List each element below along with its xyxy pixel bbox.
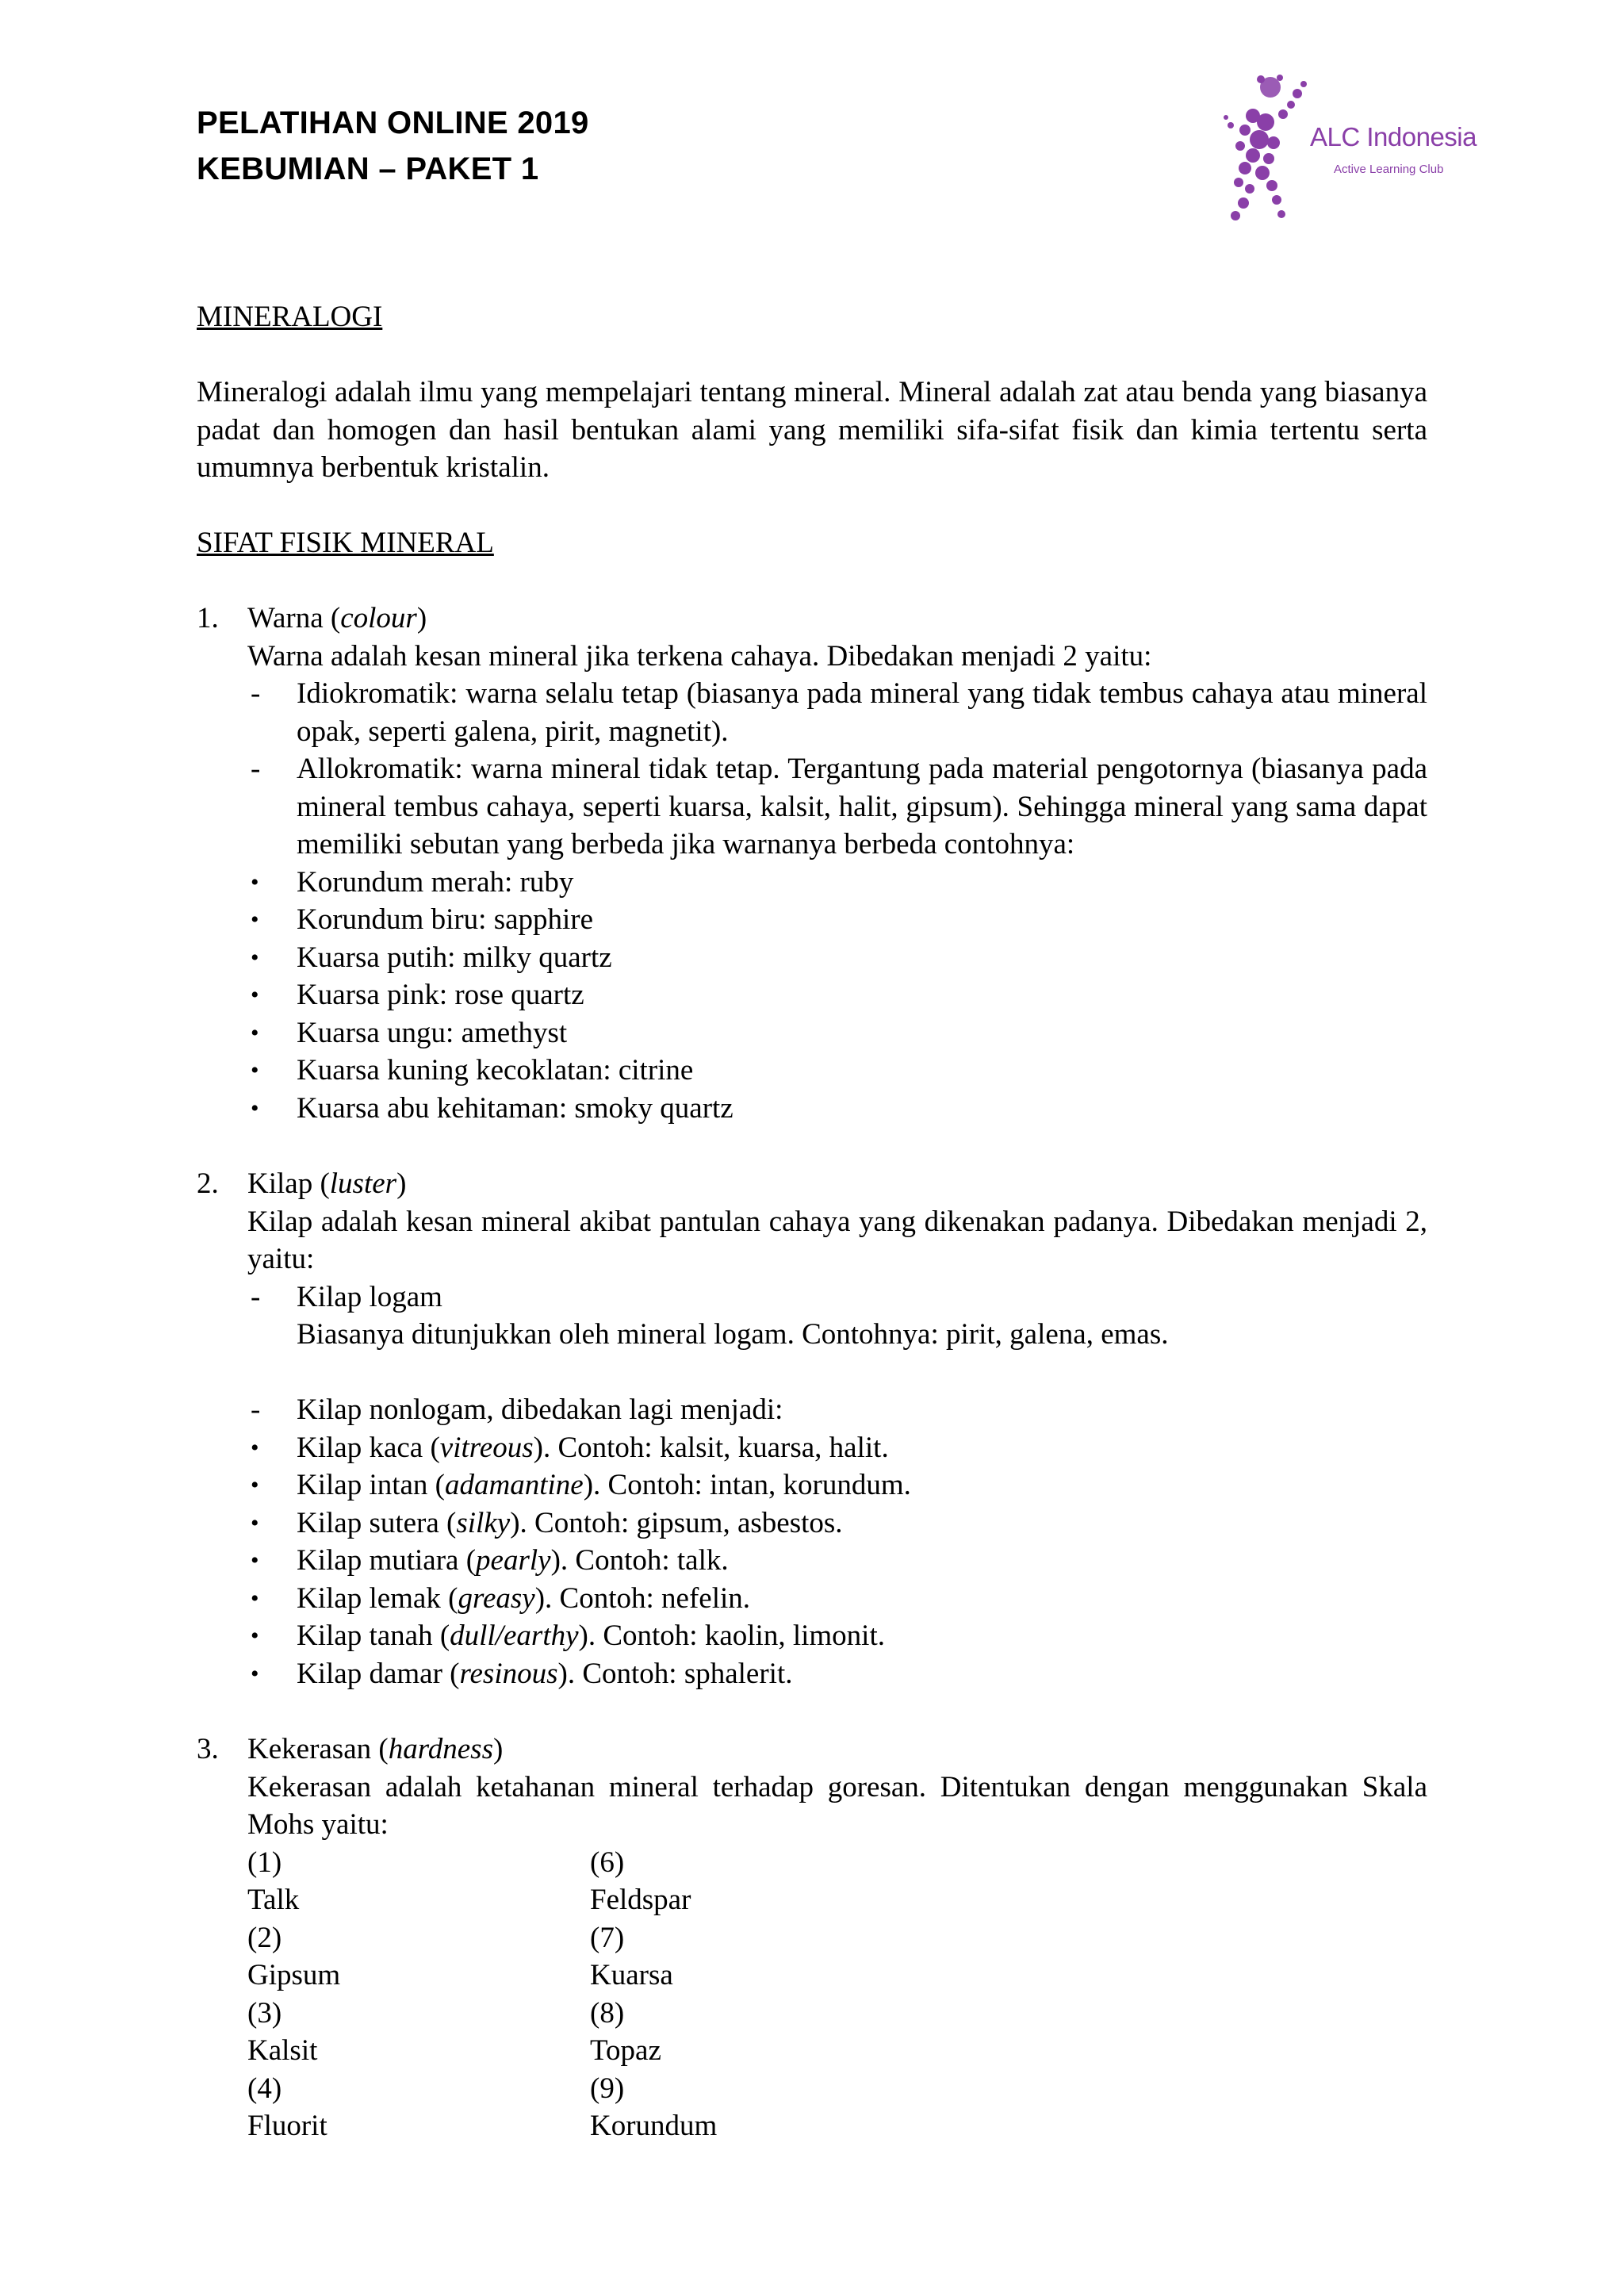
logo-tagline: Active Learning Club: [1334, 163, 1444, 176]
list-item-kekerasan: [197, 1731, 1427, 2145]
sub-item-kilap-nonlogam: - Kilap nonlogam, dibedakan lagi menjadi: • Kilap kaca (vitreous). Contoh: kalsit, kuarsa, halit. • Kilap intan (adamantine). Contoh: intan, korundum. • Kilap sutera (silky). Contoh: gipsum, asbestos. • Kilap mutiara (pearly). Contoh: talk. • Kilap lemak (greasy). Contoh: nefelin. • Kilap tanah (dull/earthy). Contoh: kaolin, limonit. • Kilap damar (resinous). Contoh: sphalerit.: [247, 1391, 1427, 1692]
mohs-scale-table: [247, 1844, 1427, 2145]
list-item: • Kilap kaca (vitreous). Contoh: kalsit, kuarsa, halit.: [251, 1431, 889, 1464]
mohs-entry: (8) Topaz: [590, 1996, 661, 2067]
header-line-2: KEBUMIAN – PAKET 1: [197, 151, 539, 186]
sub-item-idiokromatik: - Idiokromatik: warna selalu tetap (biasanya pada mineral yang tidak tembus cahaya atau mineral opak, seperti galena, pirit, magnetit).: [251, 677, 1427, 748]
list-item: • Kuarsa kuning kecoklatan: citrine: [251, 1054, 694, 1087]
item-number: 1.: [197, 602, 219, 634]
mohs-entry: (7) Kuarsa: [590, 1921, 673, 1991]
list-item: • Kuarsa ungu: amethyst: [251, 1016, 568, 1049]
item-description: Warna adalah kesan mineral jika terkena cahaya. Dibedakan menjadi 2 yaitu:: [247, 639, 1152, 673]
list-item: • Kuarsa pink: rose quartz: [251, 979, 584, 1011]
header-line-1: PELATIHAN ONLINE 2019: [197, 105, 589, 140]
alc-logo: [1221, 70, 1522, 228]
section-title-mineralogi: MINERALOGI: [197, 301, 383, 333]
item-heading: Kekerasan (hardness): [247, 1733, 504, 1765]
item-description: Kekerasan adalah ketahanan mineral terhadap goresan. Ditentukan dengan menggunakan Skala Mohs yaitu:: [247, 1770, 1427, 1841]
item-number: 2.: [197, 1167, 219, 1200]
list-item: • Kilap intan (adamantine). Contoh: intan, korundum.: [251, 1469, 911, 1501]
list-item: • Korundum biru: sapphire: [251, 903, 594, 936]
list-item: • Kilap sutera (silky). Contoh: gipsum, asbestos.: [251, 1506, 843, 1539]
list-item-warna: [197, 600, 1427, 1127]
item-heading: Warna (colour): [247, 602, 427, 634]
kilap-logam-desc: Biasanya ditunjukkan oleh mineral logam. Contohnya: pirit, galena, emas.: [297, 1318, 1169, 1351]
list-item-kilap: [197, 1165, 1427, 1692]
list-item: • Korundum merah: ruby: [251, 865, 574, 899]
list-item: • Kuarsa abu kehitaman: smoky quartz: [251, 1091, 733, 1125]
mohs-entry: (1) Talk: [247, 1846, 300, 1916]
mineralogi-paragraph: Mineralogi adalah ilmu yang mempelajari tentang mineral. Mineral adalah zat atau benda yang biasanya padat dan homogen dan hasil bentukan alami yang memiliki sifa-sifat fisik dan kimia tertentu serta umumnya berbentuk kristalin.: [197, 376, 1427, 484]
item-description: Kilap adalah kesan mineral akibat pantulan cahaya yang dikenakan padanya. Dibedakan menjadi 2, yaitu:: [247, 1205, 1427, 1275]
list-item: • Kuarsa putih: milky quartz: [251, 941, 612, 974]
list-item: • Kilap tanah (dull/earthy). Contoh: kaolin, limonit.: [251, 1619, 885, 1652]
mohs-entry: (3) Kalsit: [247, 1996, 318, 2067]
mohs-entry: (6) Feldspar: [590, 1846, 691, 1916]
list-item: • Kilap lemak (greasy). Contoh: nefelin.: [251, 1581, 751, 1615]
item-heading: Kilap (luster): [247, 1167, 407, 1200]
document-header: [197, 100, 589, 192]
mohs-entry: (9) Korundum: [590, 2072, 718, 2142]
list-item: • Kilap mutiara (pearly). Contoh: talk.: [251, 1544, 729, 1577]
item-number: 3.: [197, 1733, 219, 1765]
sub-item-kilap-logam: - Kilap logam Biasanya ditunjukkan oleh mineral logam. Contohnya: pirit, galena, emas.: [247, 1278, 1427, 1354]
list-item: • Kilap damar (resinous). Contoh: sphalerit.: [251, 1657, 793, 1690]
mohs-entry: (2) Gipsum: [247, 1921, 341, 1991]
child-figure-icon: [1221, 70, 1316, 228]
sub-item-allokromatik: - Allokromatik: warna mineral tidak tetap. Tergantung pada material pengotornya (biasanya pada mineral tembus cahaya, seperti kuarsa, kalsit, halit, gipsum). Sehingga mineral yang sama dapat memiliki sebutan yang berbeda jika warnanya berbeda contohnya: • Korundum merah: ruby • Korundum biru: sapphire • Kuarsa putih: milky quartz • Kuarsa pink: rose quartz • Kuarsa ungu: amethyst • Kuarsa kuning kecoklatan: citrine • Kuarsa abu kehitaman: smoky quartz: [247, 750, 1427, 1127]
logo-brand-text: ALC Indonesia: [1310, 122, 1477, 151]
section-title-sifat-fisik: SIFAT FISIK MINERAL: [197, 527, 494, 559]
mohs-entry: (4) Fluorit: [247, 2072, 327, 2142]
document-body: [197, 298, 1427, 2145]
